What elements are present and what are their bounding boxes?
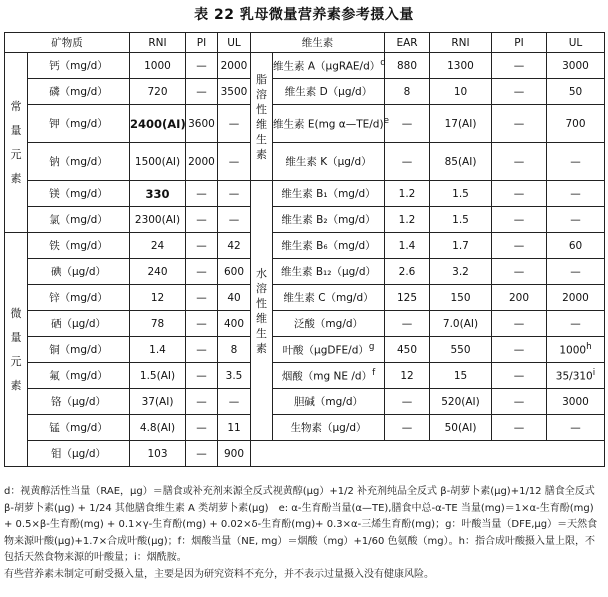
mineral-rni: 1.5(AI) bbox=[130, 363, 186, 389]
header-ul-vitamin: UL bbox=[547, 33, 605, 53]
vitamin-pi: 200 bbox=[492, 285, 547, 311]
vitamin-name: 维生素 A（μgRAE/d）$^d$ bbox=[273, 53, 385, 79]
header-vitamin: 维生素 bbox=[251, 33, 385, 53]
mineral-ul: 3.5 bbox=[218, 363, 251, 389]
vitamin-rni: 17(AI) bbox=[430, 105, 492, 143]
table-row bbox=[5, 181, 605, 207]
vitamin-ear: 8 bbox=[385, 79, 430, 105]
group-label-macro: 常 量 元 素 bbox=[5, 53, 28, 233]
table-row bbox=[5, 363, 605, 389]
mineral-name: 铁（mg/d） bbox=[28, 233, 130, 259]
vitamin-ear: 1.2 bbox=[385, 207, 430, 233]
vitamin-rni: 1300 bbox=[430, 53, 492, 79]
mineral-pi: — bbox=[186, 337, 218, 363]
mineral-name: 锰（mg/d） bbox=[28, 415, 130, 441]
vitamin-rni: 550 bbox=[430, 337, 492, 363]
mineral-pi: — bbox=[186, 285, 218, 311]
vitamin-ul: — bbox=[547, 181, 605, 207]
vitamin-ul: 35/310$^i$ bbox=[547, 363, 605, 389]
vitamin-pi: — bbox=[492, 143, 547, 181]
vitamin-rni: 7.0(AI) bbox=[430, 311, 492, 337]
mineral-pi: — bbox=[186, 389, 218, 415]
table-title: 表 22 乳母微量营养素参考摄入量 bbox=[194, 7, 414, 23]
group-label-water-soluble: 水 溶 性 维 生 素 bbox=[251, 181, 273, 441]
vitamin-ear: 2.6 bbox=[385, 259, 430, 285]
mineral-ul: — bbox=[218, 181, 251, 207]
mineral-rni: 12 bbox=[130, 285, 186, 311]
table-row bbox=[5, 233, 605, 259]
header-pi: PI bbox=[186, 33, 218, 53]
table-row bbox=[5, 415, 605, 441]
table-row bbox=[5, 53, 605, 79]
vitamin-pi: — bbox=[492, 389, 547, 415]
header-rni: RNI bbox=[130, 33, 186, 53]
vitamin-ear: — bbox=[385, 105, 430, 143]
vitamin-rni: 520(AI) bbox=[430, 389, 492, 415]
vitamin-ear: 880 bbox=[385, 53, 430, 79]
vitamin-ul: 700 bbox=[547, 105, 605, 143]
table-row bbox=[5, 389, 605, 415]
mineral-rni: 78 bbox=[130, 311, 186, 337]
vitamin-pi: — bbox=[492, 311, 547, 337]
table-row bbox=[5, 259, 605, 285]
table-row bbox=[5, 79, 605, 105]
mineral-rni: 2400(AI) bbox=[130, 105, 186, 143]
mineral-name: 碘（μg/d） bbox=[28, 259, 130, 285]
footnote-remark: 有些营养素未制定可耐受摄入量，主要是因为研究资料不充分，并不表示过量摄入没有健康风险。 bbox=[4, 568, 434, 580]
vitamin-name: 维生素 B₆（mg/d） bbox=[273, 233, 385, 259]
footnotes bbox=[4, 484, 602, 583]
mineral-pi: — bbox=[186, 53, 218, 79]
mineral-name: 铜（mg/d） bbox=[28, 337, 130, 363]
vitamin-pi: — bbox=[492, 181, 547, 207]
mineral-rni: 103 bbox=[130, 441, 186, 467]
vitamin-rni: 1.5 bbox=[430, 181, 492, 207]
header-row bbox=[5, 33, 605, 53]
table-row bbox=[5, 285, 605, 311]
mineral-pi: 2000 bbox=[186, 143, 218, 181]
mineral-name: 铬（μg/d） bbox=[28, 389, 130, 415]
group-label-fat-soluble: 脂 溶 性 维 生 素 bbox=[251, 53, 273, 181]
mineral-ul: — bbox=[218, 105, 251, 143]
mineral-ul: 2000 bbox=[218, 53, 251, 79]
vitamin-pi: — bbox=[492, 259, 547, 285]
mineral-rni: 240 bbox=[130, 259, 186, 285]
mineral-ul: 900 bbox=[218, 441, 251, 467]
vitamin-name: 维生素 E(mg α—TE/d)$^e$ bbox=[273, 105, 385, 143]
mineral-name: 硒（μg/d） bbox=[28, 311, 130, 337]
table-row bbox=[5, 207, 605, 233]
vitamin-name: 维生素 K（μg/d） bbox=[273, 143, 385, 181]
vitamin-ear: 125 bbox=[385, 285, 430, 311]
header-pi-vitamin: PI bbox=[492, 33, 547, 53]
vitamin-rni: 50(AI) bbox=[430, 415, 492, 441]
table-row bbox=[5, 311, 605, 337]
vitamin-pi: — bbox=[492, 233, 547, 259]
mineral-name: 锌（mg/d） bbox=[28, 285, 130, 311]
mineral-rni: 4.8(AI) bbox=[130, 415, 186, 441]
header-rni-vitamin: RNI bbox=[430, 33, 492, 53]
mineral-pi: — bbox=[186, 363, 218, 389]
vitamin-ear: 1.2 bbox=[385, 181, 430, 207]
mineral-pi: — bbox=[186, 233, 218, 259]
nutrient-table bbox=[4, 32, 605, 467]
vitamin-rni: 15 bbox=[430, 363, 492, 389]
table-row bbox=[5, 105, 605, 143]
vitamin-ul: — bbox=[547, 415, 605, 441]
vitamin-ul: 2000 bbox=[547, 285, 605, 311]
vitamin-ul: 50 bbox=[547, 79, 605, 105]
header-mineral: 矿物质 bbox=[5, 33, 130, 53]
vitamin-name: 维生素 B₁（mg/d） bbox=[273, 181, 385, 207]
empty-cell bbox=[251, 441, 605, 467]
mineral-rni: 330 bbox=[130, 181, 186, 207]
mineral-pi: — bbox=[186, 181, 218, 207]
header-ear: EAR bbox=[385, 33, 430, 53]
mineral-ul: 11 bbox=[218, 415, 251, 441]
mineral-pi: — bbox=[186, 441, 218, 467]
mineral-rni: 24 bbox=[130, 233, 186, 259]
vitamin-ear: — bbox=[385, 311, 430, 337]
vitamin-pi: — bbox=[492, 53, 547, 79]
vitamin-ul: — bbox=[547, 143, 605, 181]
table-row bbox=[5, 441, 605, 467]
mineral-pi: — bbox=[186, 415, 218, 441]
table-row bbox=[5, 337, 605, 363]
vitamin-name: 泛酸（mg/d） bbox=[273, 311, 385, 337]
group-label-micro: 微 量 元 素 bbox=[5, 233, 28, 467]
vitamin-name: 叶酸（μgDFE/d）$^g$ bbox=[273, 337, 385, 363]
vitamin-name: 维生素 B₁₂（μg/d） bbox=[273, 259, 385, 285]
vitamin-name: 烟酸（mg NE /d）$^f$ bbox=[273, 363, 385, 389]
vitamin-ul: — bbox=[547, 311, 605, 337]
table-row bbox=[5, 143, 605, 181]
vitamin-rni: 1.7 bbox=[430, 233, 492, 259]
vitamin-name: 维生素 D（μg/d） bbox=[273, 79, 385, 105]
mineral-rni: 1.4 bbox=[130, 337, 186, 363]
mineral-rni: 1500(AI) bbox=[130, 143, 186, 181]
vitamin-pi: — bbox=[492, 415, 547, 441]
mineral-pi: — bbox=[186, 79, 218, 105]
mineral-ul: 42 bbox=[218, 233, 251, 259]
mineral-rni: 720 bbox=[130, 79, 186, 105]
vitamin-rni: 1.5 bbox=[430, 207, 492, 233]
mineral-ul: — bbox=[218, 207, 251, 233]
mineral-rni: 2300(AI) bbox=[130, 207, 186, 233]
mineral-name: 镁（mg/d） bbox=[28, 181, 130, 207]
vitamin-rni: 3.2 bbox=[430, 259, 492, 285]
mineral-name: 氯（mg/d） bbox=[28, 207, 130, 233]
mineral-pi: — bbox=[186, 311, 218, 337]
mineral-name: 钼（μg/d） bbox=[28, 441, 130, 467]
vitamin-pi: — bbox=[492, 337, 547, 363]
header-ul: UL bbox=[218, 33, 251, 53]
vitamin-ul: 60 bbox=[547, 233, 605, 259]
mineral-ul: 600 bbox=[218, 259, 251, 285]
vitamin-name: 胆碱（mg/d） bbox=[273, 389, 385, 415]
mineral-ul: 3500 bbox=[218, 79, 251, 105]
mineral-pi: 3600 bbox=[186, 105, 218, 143]
vitamin-ul: 3000 bbox=[547, 53, 605, 79]
mineral-pi: — bbox=[186, 207, 218, 233]
vitamin-rni: 150 bbox=[430, 285, 492, 311]
vitamin-ear: — bbox=[385, 415, 430, 441]
vitamin-name: 生物素（μg/d） bbox=[273, 415, 385, 441]
mineral-name: 钾（mg/d） bbox=[28, 105, 130, 143]
mineral-ul: 8 bbox=[218, 337, 251, 363]
mineral-ul: 400 bbox=[218, 311, 251, 337]
mineral-ul: — bbox=[218, 143, 251, 181]
vitamin-ear: 1.4 bbox=[385, 233, 430, 259]
vitamin-pi: — bbox=[492, 363, 547, 389]
vitamin-ear: 450 bbox=[385, 337, 430, 363]
mineral-rni: 37(AI) bbox=[130, 389, 186, 415]
mineral-ul: 40 bbox=[218, 285, 251, 311]
vitamin-ul: — bbox=[547, 207, 605, 233]
mineral-name: 钙（mg/d） bbox=[28, 53, 130, 79]
vitamin-name: 维生素 B₂（mg/d） bbox=[273, 207, 385, 233]
vitamin-ear: — bbox=[385, 143, 430, 181]
vitamin-name: 维生素 C（mg/d） bbox=[273, 285, 385, 311]
mineral-rni: 1000 bbox=[130, 53, 186, 79]
vitamin-pi: — bbox=[492, 207, 547, 233]
mineral-ul: — bbox=[218, 389, 251, 415]
footnote-definitions: d：视黄醇活性当量（RAE，μg）＝膳食或补充剂来源全反式视黄醇(μg）+1/2 补充剂纯品全反式 β-胡萝卜素(μg)+1/12 膳食全反式 β-胡萝卜素(μg) + 1/24 其他膳食维生素 A 类胡萝卜素(μg) e: α-生育酚当量(α—TE),膳食中总-α-TE 当量(mg)＝1×α-生育酚(mg) + 0.5×β-生育酚(mg) + 0.1×γ-生育酚(mg) + 0.02×δ-生育酚(mg)+ 0.3×α-三烯生育酚(mg)；g：叶酸当量（DFE,μg）＝天然食物来源叶酸(μg)+1.7×合成叶酸(μg)；f：烟酸当量（NE, mg）＝烟酸（mg）+1/60 色氨酸（mg）。h：指合成叶酸摄入量上限，不包括天然食物来源的叶酸量；i：烟酰胺。 bbox=[4, 486, 598, 563]
vitamin-ear: 12 bbox=[385, 363, 430, 389]
mineral-name: 氟（mg/d） bbox=[28, 363, 130, 389]
mineral-name: 磷（mg/d） bbox=[28, 79, 130, 105]
vitamin-rni: 85(AI) bbox=[430, 143, 492, 181]
vitamin-rni: 10 bbox=[430, 79, 492, 105]
vitamin-ul: 3000 bbox=[547, 389, 605, 415]
vitamin-pi: — bbox=[492, 79, 547, 105]
vitamin-ear: — bbox=[385, 389, 430, 415]
vitamin-ul: 1000$^h$ bbox=[547, 337, 605, 363]
mineral-pi: — bbox=[186, 259, 218, 285]
mineral-name: 钠（mg/d） bbox=[28, 143, 130, 181]
vitamin-ul: — bbox=[547, 259, 605, 285]
vitamin-pi: — bbox=[492, 105, 547, 143]
